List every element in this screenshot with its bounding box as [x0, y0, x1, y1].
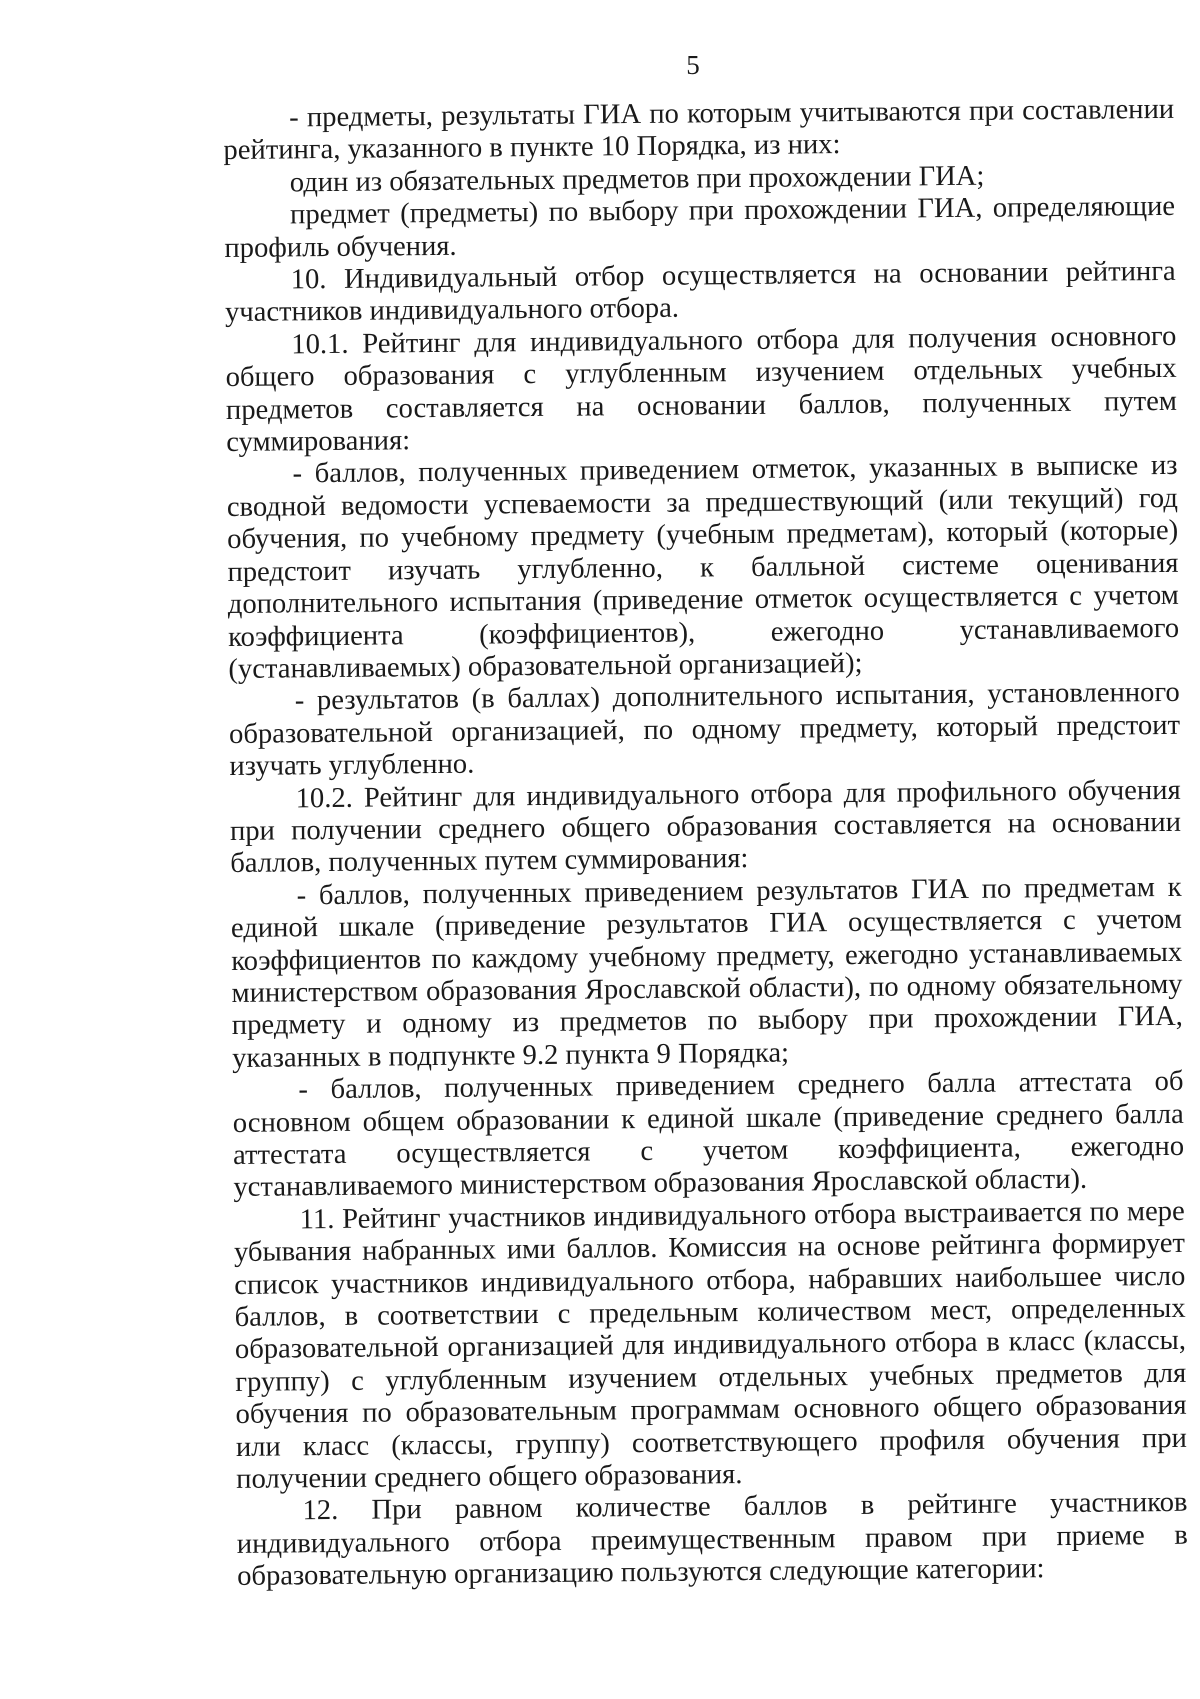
- paragraph-clause-10-2: 10.2. Рейтинг для индивидуального отбора для профильного обучения при получении среднего общего образования составляется на основании баллов, полученных путем суммирования:: [229, 774, 1182, 880]
- page-number: 5: [686, 50, 700, 80]
- paragraph-clause-10-1-test: - результатов (в баллах) дополнительного испытания, установленного образовательной организацией, по одному предмету, который предстоит изучать углубленно.: [228, 677, 1181, 783]
- paragraph-elective-subjects: предмет (предметы) по выбору при прохождении ГИА, определяющие профиль обучения.: [224, 191, 1176, 264]
- paragraph-clause-10-2-certificate: - баллов, полученных приведением среднего балла аттестата об основном общем образовании к единой шкале (приведение среднего балла аттестата осуществляется с учетом коэффициента, ежегодно устанавливаемого министерством образования Ярославской области).: [232, 1066, 1185, 1204]
- paragraph-clause-12: 12. При равном количестве баллов в рейтинге участников индивидуального отбора преимущественным правом при приеме в образовательную организацию пользуются следующие категории:: [236, 1487, 1188, 1593]
- paragraph-subjects-intro: - предметы, результаты ГИА по которым учитываются при составлении рейтинга, указанного в пункте 10 Порядка, из них:: [223, 93, 1175, 167]
- document-body: [223, 94, 1188, 1594]
- paragraph-clause-11: 11. Рейтинг участников индивидуального отбора выстраивается по мере убывания набранных ими баллов. Комиссия на основе рейтинга формирует список участников индивидуального отбора, набравших наибольшее число баллов, в соответствии с предельным количеством мест, определенных образовательной организацией для индивидуального отбора в класс (классы, группу) с углубленным изучением отдельных учебных предметов для обучения по образовательным программам основного общего образования или класс (классы, группу) соответствующего профиля обучения при получении среднего общего образования.: [233, 1195, 1188, 1495]
- paragraph-clause-10-1-grades: - баллов, полученных приведением отметок, указанных в выписке из сводной ведомости успеваемости за предшествующий (или текущий) год обучения, по учебному предмету (учебным предметам), который (которые) предстоит изучать углубленно, к балльной системе оценивания дополнительного испытания (приведение отметок осуществляется с учетом коэффициента (коэффициентов), ежегодно устанавливаемого (устанавливаемых) образовательной организацией);: [226, 450, 1180, 685]
- paragraph-clause-10: 10. Индивидуальный отбор осуществляется на основании рейтинга участников индивидуального отбора.: [224, 255, 1176, 329]
- paragraph-mandatory-subject: один из обязательных предметов при прохождении ГИА;: [289, 160, 985, 199]
- paragraph-clause-10-1: 10.1. Рейтинг для индивидуального отбора для получения основного общего образования с углубленным изучением отдельных учебных предметов составляется на основании баллов, полученных путем суммирования:: [225, 320, 1178, 459]
- paragraph-clause-10-2-gia: - баллов, полученных приведением результатов ГИА по предметам к единой шкале (приведение результатов ГИА осуществляется с учетом коэффициентов по каждому учебному предмету, ежегодно устанавливаемых министерством образования Ярославской области), по одному обязательному предмету и одному из предметов по выбору при прохождении ГИА, указанных в подпункте 9.2 пункта 9 Порядка;: [230, 871, 1183, 1074]
